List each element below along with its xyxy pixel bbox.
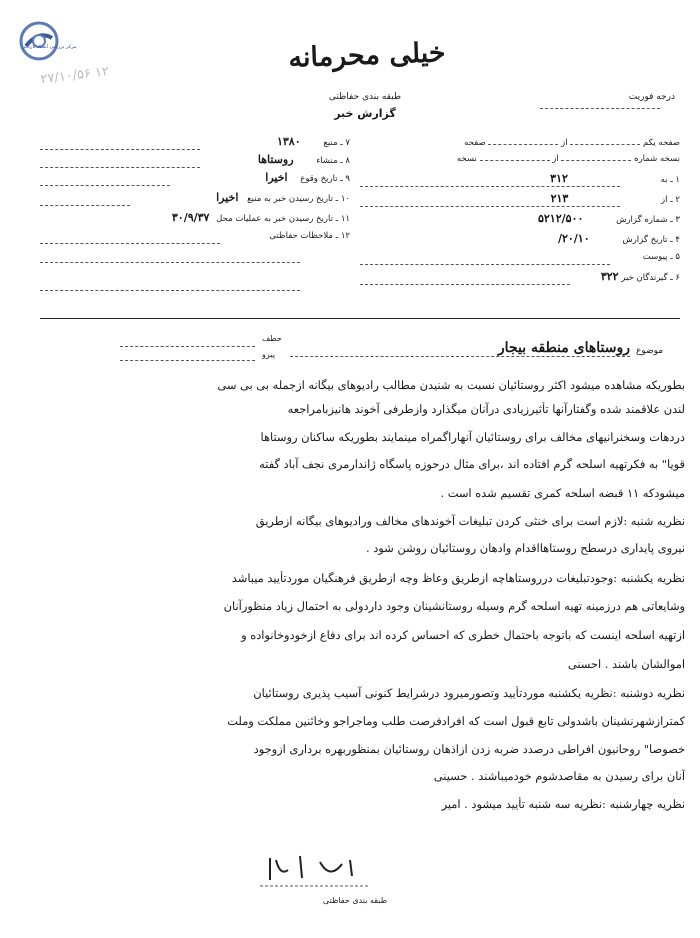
field-line [360,206,620,207]
body-line: بطوریکه مشاهده میشود اکثر روستائیان نسبت به شنیدن مطالب رادیوهای بیگانه ازجمله بی بی سی [217,378,685,392]
field-label: ۷ ـ منبع [323,138,350,148]
body-line: میشودکه ۱۱ قبضه اسلحه کمری تقسیم شده است . [440,486,685,500]
field-value: اخیرا [265,171,288,184]
body-line: کمترازشهرنشینان باشدولی تابع قبول است که افرادفرصت طلب وماجراجو وخائنین مملکت وملت [227,714,685,728]
field-line [120,346,255,347]
form-field-origin [258,153,350,166]
field-line [40,185,170,186]
field-label: ۲ ـ از [661,195,680,205]
field-line [40,290,300,291]
field-value: ۳۱۲ [550,172,568,185]
field-line [40,205,130,206]
form-left-column [30,135,350,255]
field-label: نسخه [456,154,477,164]
body-line: نظریه یکشنبه :وجودتبلیغات درروستاهاچه ازطریق وعاظ وچه ازطریق فرهنگیان موردتأیید میباشد [231,571,685,585]
peyro-label: پیرو [262,350,275,359]
field-label: از [561,138,568,148]
field-line [360,264,610,265]
field-line [120,360,255,361]
field-label: از [552,154,559,164]
field-label: صفحه یکم [643,138,680,148]
body-line: خصوصا" روحانیون افراطی درصدد ضربه زدن ازاذهان روستائیان بمنظوربهره برداری ازوجود [253,742,685,756]
form-field-attachment [643,252,680,262]
field-label: ۱۰ ـ تاریخ رسیدن خبر به منبع [247,194,350,204]
field-label: ۶ ـ گیرندگان خبر [621,273,680,283]
body-line: وشایعاتی هم درزمینه تهیه اسلحه گرم وسیله روستانشینان وجود داردولی به احتمال زیاد منظورآنان [223,599,685,613]
field-label: ۸ ـ منشاء [316,156,350,166]
subject-value: روستاهای منطقه بیجار [497,340,630,356]
body-line: لندن علاقمند شده وگفتارآنها تأثیرزیادی درآنان میگذارد وازطرفی آخوند هانیزبامراجعه [287,402,685,416]
field-label: ۱۲ ـ ملاحظات حفاظتی [269,231,350,241]
body-line: نظریه شنبه :لازم است برای خنثی کردن تبلیغات آخوندهای مخالف ورادیوهای بیگانه ازطریق [255,514,685,528]
field-label: ۱۱ ـ تاریخ رسیدن خبر به عملیات محل [216,214,350,224]
form-field-source-receipt-date [216,191,350,204]
page-title: خیلی محرمانه [287,37,447,74]
form-right-column [360,130,680,295]
body-line: نظریه چهارشنبه :نظریه سه شنبه تأیید میشود . امیر [441,797,685,811]
field-line [40,243,220,244]
classification-label: طبقه بندی حفاظتی [328,92,402,102]
field-label: ۹ ـ تاریخ وقوع [300,174,350,184]
report-type: گزارش خبر [334,107,396,120]
divider [40,318,680,319]
field-line [40,262,300,263]
faint-stamp-number: ۲۷/۱۰/۵۶ ۱۲ [39,64,110,88]
field-value: ۲۱۳ [550,192,569,205]
form-field-page [464,138,680,148]
form-field-report-date [558,232,680,245]
field-label: نسخه شماره [634,154,680,164]
archive-logo-icon [18,20,60,62]
field-value: ۳۰/۹/۳۷ [171,211,210,224]
form-field-ops-receipt-date [172,211,350,224]
body-line: ازتهیه اسلحه اینست که باتوجه باحتمال خطری که احساس کرده اند برای دفاع ازخودوخانواده و [241,628,685,642]
form-field-copy [457,154,680,164]
field-value: ۱۳۸۰ [276,135,301,148]
field-value: اخیرا [216,191,239,204]
priority-label: درجه فوریت [628,92,675,102]
field-label: ۴ ـ تاریخ گزارش [622,235,680,245]
field-line [360,284,570,285]
field-value: ۳۲۲ [600,270,619,283]
body-line: نظریه دوشنبه :نظریه یکشنبه موردتأیید وتصورمیرود درشرایط کنونی آسیب پذیری روستائیان [253,686,685,700]
field-label: ۵ ـ پیوست [642,252,680,262]
form-field-recipients [601,270,680,283]
form-field-source [277,135,350,148]
field-label: ۳ ـ شماره گزارش [616,215,680,225]
body-line: اموالشان باشند . احسنی [567,657,685,671]
logo-caption: مرکز بررسی اسناد تاریخی [21,44,77,50]
subject-label: موضوع [636,346,664,356]
subject-line [290,356,630,357]
field-label: ۱ ـ به [660,175,680,185]
field-value: ۵۲۱۲/۵۰۰ [537,212,584,225]
hatf-label: حطف [262,334,282,343]
form-field-from [551,192,680,205]
priority-line [540,108,660,109]
body-line: دردهات وسخنرانیهای مخالف برای روستائیان آنهاراگمراه مینمایند بطوریکه ساکنان روستاها [260,430,685,444]
form-field-security-notes [269,231,350,241]
field-value: روستاها [257,153,294,166]
form-field-to [550,172,680,185]
form-field-report-number [538,212,680,225]
body-line: قویا" به فکرتهیه اسلحه گرم افتاده اند ،برای مثال درحوزه پاسگاه ژاندارمری نجف آباد گفته [259,457,685,471]
signature-scribble-icon [230,850,390,890]
form-field-event-date [265,171,350,184]
field-line [40,149,200,150]
field-line [360,186,620,187]
field-value: ۲۰/۱۰/ [557,232,590,245]
body-line: آنان برای رسیدن به مقاصدشوم خودمیباشند . حسینی [433,769,685,783]
field-label: صفحه [464,138,486,148]
signature-caption: طبقه بندی حفاظتی [322,896,388,905]
field-line [40,167,200,168]
body-line: نیروی پایداری درسطح روستاهااقدام وادهان روستائیان روشن شود . [365,541,685,555]
